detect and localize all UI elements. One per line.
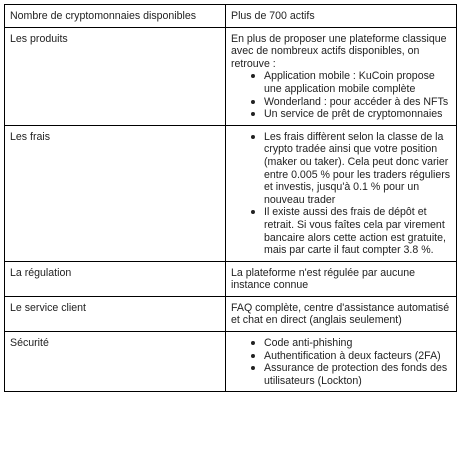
exchange-info-table	[4, 4, 457, 392]
row-label: Les produits	[10, 32, 68, 45]
row-label-cell	[5, 296, 226, 331]
list-item	[264, 337, 451, 350]
bullet-list	[231, 337, 451, 387]
list-item-text: Wonderland : pour accéder à des NFTs	[264, 95, 449, 108]
list-item	[264, 362, 451, 387]
row-label: La régulation	[10, 266, 72, 279]
bullet-list	[231, 70, 451, 120]
bullet-icon	[251, 354, 255, 358]
table-row	[5, 27, 457, 125]
row-label-cell	[5, 5, 226, 28]
row-value-cell	[226, 5, 457, 28]
row-value-cell	[226, 27, 457, 125]
list-item-text: Application mobile : KuCoin propose une application mobile complète	[264, 70, 435, 95]
row-value-text: La plateforme n'est régulée par aucune instance connue	[231, 266, 416, 292]
row-value-cell	[226, 296, 457, 331]
row-label-cell	[5, 27, 226, 125]
row-label: Le service client	[10, 301, 86, 314]
row-value-text: Plus de 700 actifs	[231, 10, 315, 22]
list-item-text: Code anti-phishing	[264, 337, 353, 350]
row-value-cell	[226, 332, 457, 392]
list-item	[264, 350, 451, 363]
row-value-text: FAQ complète, centre d'assistance automatisé et chat en direct (anglais seulement)	[231, 301, 450, 327]
list-item-text: Authentification à deux facteurs (2FA)	[264, 349, 441, 362]
document-page	[4, 4, 456, 392]
bullet-icon	[251, 100, 255, 104]
list-item-text: Assurance de protection des fonds des utilisateurs (Lockton)	[264, 362, 448, 387]
table-row	[5, 296, 457, 331]
list-item	[264, 108, 451, 121]
bullet-list	[231, 131, 451, 257]
row-label: Nombre de cryptomonnaies disponibles	[10, 10, 197, 22]
row-label: Sécurité	[10, 337, 49, 350]
bullet-icon	[251, 74, 255, 78]
table-row	[5, 5, 457, 28]
table-row	[5, 125, 457, 261]
table-row	[5, 261, 457, 296]
row-value-cell	[226, 261, 457, 296]
list-item	[264, 131, 451, 207]
list-item-text: Les frais diffèrent selon la classe de la crypto tradée ainsi que votre position (maker ou taker). Cela peut donc varier entre 0.005 % pour les traders réguliers et investis, jusqu'à 0.1 % pour un nouveau trader	[264, 130, 451, 206]
list-item	[264, 70, 451, 95]
row-label-cell	[5, 125, 226, 261]
list-item	[264, 96, 451, 109]
bullet-icon	[251, 366, 255, 370]
bullet-icon	[251, 135, 255, 139]
table-row	[5, 332, 457, 392]
row-value-text: En plus de proposer une plateforme classique avec de nombreux actifs disponibles, on retrouve :	[231, 32, 447, 70]
list-item-text: Un service de prêt de cryptomonnaies	[264, 108, 443, 121]
row-label-cell	[5, 261, 226, 296]
row-value-cell	[226, 125, 457, 261]
list-item-text: Il existe aussi des frais de dépôt et retrait. Si vous faîtes cela par virement bancaire alors cette action est gratuite, mais par carte il faut compter 3.8 %.	[264, 206, 446, 257]
bullet-icon	[251, 210, 255, 214]
list-item	[264, 206, 451, 256]
bullet-icon	[251, 341, 255, 345]
row-label: Les frais	[10, 130, 51, 143]
bullet-icon	[251, 112, 255, 116]
row-label-cell	[5, 332, 226, 392]
